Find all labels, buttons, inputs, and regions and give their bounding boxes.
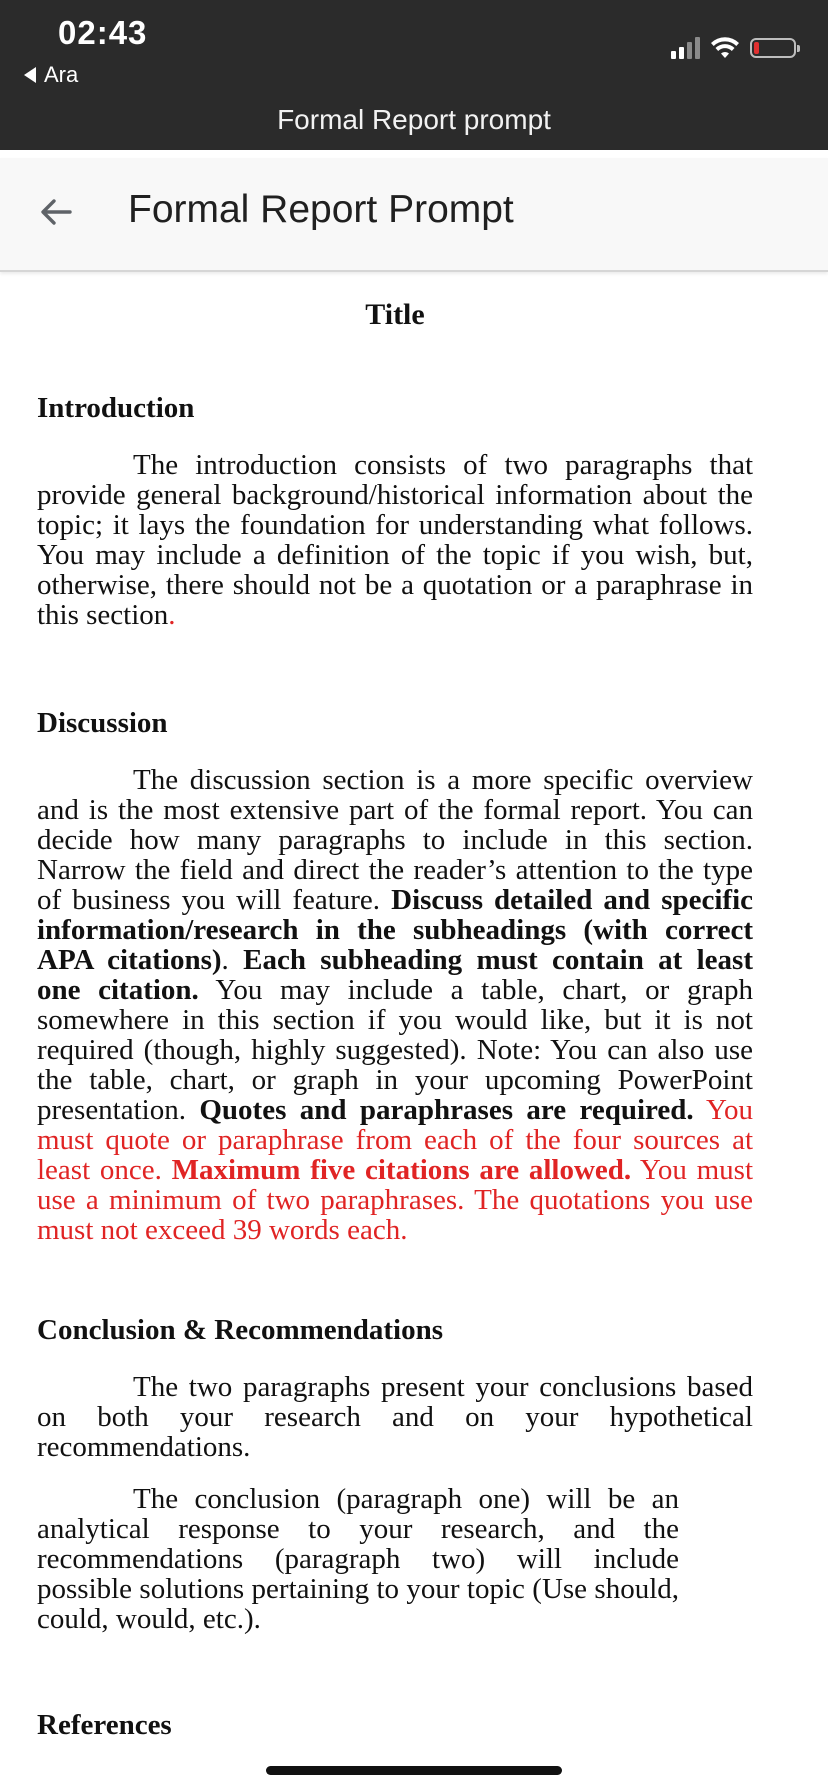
conclusion-heading: Conclusion & Recommendations <box>37 1314 444 1346</box>
back-triangle-icon <box>24 67 36 83</box>
conclusion-paragraph-1: The two paragraphs present your conclusions based on both your research and on your hypothetical recommendations. <box>37 1371 753 1463</box>
battery-level <box>754 42 759 54</box>
references-section <box>37 1710 753 1740</box>
status-time: 02:43 <box>58 14 148 51</box>
signal-icon <box>671 37 700 59</box>
introduction-period: . <box>168 599 176 631</box>
discussion-section <box>37 708 753 1245</box>
discussion-text-2: . <box>221 944 244 976</box>
app-header <box>0 158 828 272</box>
conclusion-paragraph-2: The conclusion (paragraph one) will be an analytical response to your research, and the recommendations (paragraph two) will include possible solutions pertaining to your topic (Use should, could, would, etc.). <box>37 1483 679 1635</box>
discussion-bold-3: Quotes and paraphrases are required. <box>199 1094 694 1126</box>
document-bar-title: Formal Report prompt <box>277 104 551 135</box>
discussion-heading: Discussion <box>37 707 168 739</box>
discussion-paragraph <box>37 765 753 1245</box>
discussion-text-3: You may include a table, chart, or graph somewhere in this section if you would like, but it is not required (though, highly suggested). Note: You can also use the table, chart, or graph in your upcoming PowerPoint presentation. <box>37 974 753 1126</box>
back-to-app-button[interactable] <box>24 62 78 88</box>
top-bar <box>0 0 828 150</box>
home-indicator[interactable] <box>266 1766 562 1775</box>
page-title: Formal Report Prompt <box>128 188 514 231</box>
discussion-text-1: The discussion section is a more specific overview and is the most extensive part of the formal report. You can decide how many paragraphs to include in this section. Narrow the field and direct the reader’s attention to the type of business you will feature. <box>37 764 753 916</box>
discussion-red-1: You must quote or paraphrase from each of the four sources at least once. <box>37 1094 753 1186</box>
introduction-text: The introduction consists of two paragraphs that provide general background/historical information about the topic; it lays the foundation for understanding what follows. You may include a definition of the topic if you wish, but, otherwise, there should not be a quotation or a paraphrase in this section <box>37 449 753 631</box>
back-app-label: Ara <box>44 62 79 87</box>
discussion-bold-2: Each subheading must contain at least one citation. <box>37 944 753 1006</box>
discussion-bold-1: Discuss detailed and specific information/research in the subheadings (with correct APA citations) <box>37 884 754 976</box>
arrow-left-icon[interactable] <box>36 192 76 232</box>
introduction-paragraph <box>37 450 753 630</box>
references-heading: References <box>37 1709 172 1741</box>
discussion-red-2: You must use a minimum of two paraphrases. The quotations you use must not exceed 39 words each. <box>37 1154 753 1246</box>
wifi-icon <box>710 36 740 60</box>
introduction-heading: Introduction <box>37 392 195 424</box>
status-icons <box>671 36 796 60</box>
document-title: Title <box>365 298 425 331</box>
introduction-section <box>37 393 753 630</box>
discussion-red-bold: Maximum five citations are allowed. <box>171 1154 632 1186</box>
document-body <box>37 300 753 1740</box>
battery-icon <box>750 38 796 58</box>
conclusion-section <box>37 1315 753 1634</box>
